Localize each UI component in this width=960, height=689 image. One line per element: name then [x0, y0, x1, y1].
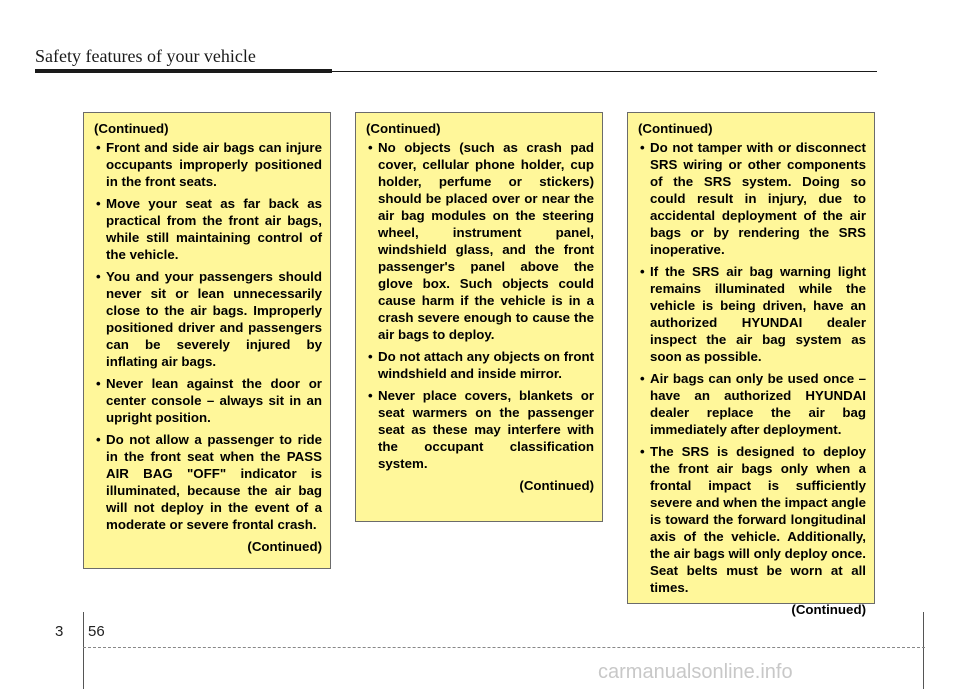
bullet-item: • Never lean against the door or center console – always sit in an upright position. [94, 375, 322, 426]
bullet-list [638, 139, 866, 596]
bullet-item: • Never place covers, blankets or seat warmers on the passenger seat as these may interfere with the occupant classification system. [366, 387, 594, 472]
chapter-number: 3 [55, 623, 64, 640]
footer-vertical-rule-left [83, 612, 84, 689]
bullet-item: • If the SRS air bag warning light remains illuminated while the vehicle is being driven, have an authorized HYUNDAI dealer inspect the air bag system as soon as possible. [638, 263, 866, 365]
bullet-list [366, 139, 594, 472]
warning-box-1 [83, 112, 331, 569]
bullet-item: • Do not allow a passenger to ride in the front seat when the PASS AIR BAG "OFF" indicator is illuminated, because the air bag will not deploy in the event of a moderate or severe frontal crash. [94, 431, 322, 533]
bullet-item: • The SRS is designed to deploy the front air bags only when a frontal impact is sufficiently severe and when the impact angle is toward the forward longitudinal axis of the vehicle. Additionally, the air bags will only deploy once. Seat belts must be worn at all times. [638, 443, 866, 596]
bullet-item: • Air bags can only be used once – have an authorized HYUNDAI dealer replace the air bag immediately after deployment. [638, 370, 866, 438]
bullet-item: • No objects (such as crash pad cover, cellular phone holder, cup holder, perfume or stickers) should be placed over or near the air bag modules on the steering wheel, instrument panel, windshield glass, and the front passenger's panel above the glove box. Such objects could cause harm if the vehicle is in a crash severe enough to cause the air bags to deploy. [366, 139, 594, 343]
bullet-item: • You and your passengers should never sit or lean unnecessarily close to the air bags. Improperly positioned driver and passengers can be severely injured by inflating air bags. [94, 268, 322, 370]
bullet-item: • Do not attach any objects on front windshield and inside mirror. [366, 348, 594, 382]
bullet-list [94, 139, 322, 533]
box-continued: (Continued) [791, 602, 866, 617]
warning-box-3 [627, 112, 875, 617]
bullet-item: • Move your seat as far back as practical from the front air bags, while still maintaining control of the vehicle. [94, 195, 322, 263]
box-heading: (Continued) [366, 121, 441, 136]
box-continued: (Continued) [519, 478, 594, 493]
box-continued: (Continued) [247, 539, 322, 554]
section-title: Safety features of your vehicle [35, 46, 256, 66]
box-heading: (Continued) [638, 121, 713, 136]
footer-dashed-rule [83, 647, 925, 648]
page-number: 56 [88, 623, 105, 640]
footer-vertical-rule-right [923, 612, 924, 689]
warning-box-2 [355, 112, 603, 522]
header-rule [35, 71, 877, 72]
box-heading: (Continued) [94, 121, 169, 136]
watermark: carmanualsonline.info [598, 661, 793, 683]
bullet-item: • Front and side air bags can injure occupants improperly positioned in the front seats. [94, 139, 322, 190]
bullet-item: • Do not tamper with or disconnect SRS wiring or other components of the SRS system. Doing so could result in injury, due to accidental deployment of the air bags or by rendering the SRS inoperative. [638, 139, 866, 258]
